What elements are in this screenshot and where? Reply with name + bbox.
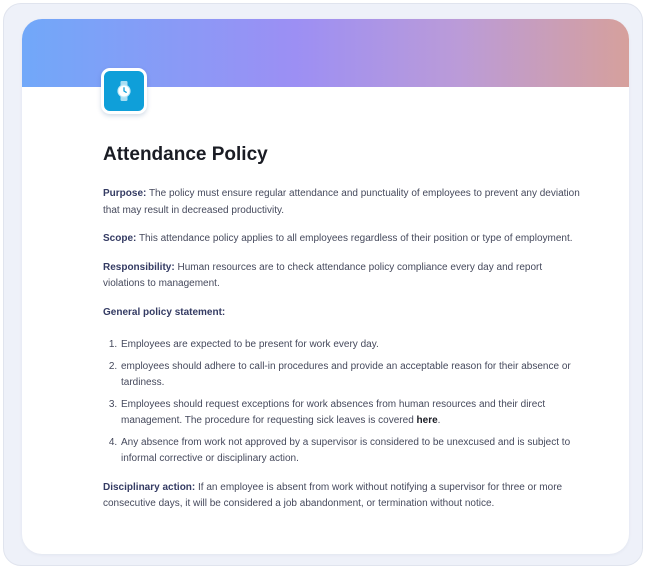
disciplinary-text: If an employee is absent from work without notifying a supervisor for three or more consecutive days, it will be considered a job abandonment, or termination without notice. — [103, 481, 563, 509]
policy-badge — [101, 68, 147, 114]
watch-icon — [115, 80, 133, 102]
list-item — [120, 397, 583, 430]
list-item — [120, 359, 583, 392]
list-item-text-end: . — [437, 415, 441, 426]
scope-paragraph — [103, 231, 583, 248]
disciplinary-paragraph — [103, 480, 583, 513]
responsibility-text: Human resources are to check attendance policy compliance every day and report violations to management. — [103, 261, 543, 289]
general-statement-heading — [103, 305, 583, 322]
purpose-label: Purpose: — [103, 188, 147, 199]
disciplinary-label: Disciplinary action: — [103, 481, 196, 493]
list-item-text: Any absence from work not approved by a supervisor is considered to be unexcused and is subject to informal corrective or disciplinary action. — [121, 436, 571, 464]
policy-statement-list — [103, 337, 583, 468]
list-item-text: Employees should request exceptions for work absences from human resources and their direct management. The procedure for requesting sick leaves is covered — [121, 398, 546, 426]
list-item-text: Employees are expected to be present for work every day. — [121, 339, 379, 350]
purpose-paragraph — [103, 186, 583, 219]
responsibility-label: Responsibility: — [103, 261, 175, 273]
policy-card — [22, 19, 629, 554]
scope-text: This attendance policy applies to all employees regardless of their position or type of employment. — [138, 233, 573, 244]
policy-title: Attendance Policy — [103, 144, 268, 165]
list-item-text: employees should adhere to call-in procedures and provide an acceptable reason for their absence or tardiness. — [121, 360, 571, 388]
page-frame — [3, 3, 643, 566]
general-statement-label: General policy statement: — [103, 306, 226, 318]
scope-label: Scope: — [103, 233, 137, 244]
purpose-text: The policy must ensure regular attendance and punctuality of employees to prevent any deviation that may result in decreased productivity. — [103, 188, 580, 216]
list-item — [120, 435, 583, 468]
responsibility-paragraph — [103, 260, 583, 293]
sick-leave-link[interactable]: here — [416, 415, 438, 426]
policy-content — [103, 143, 583, 525]
list-item — [120, 337, 583, 354]
